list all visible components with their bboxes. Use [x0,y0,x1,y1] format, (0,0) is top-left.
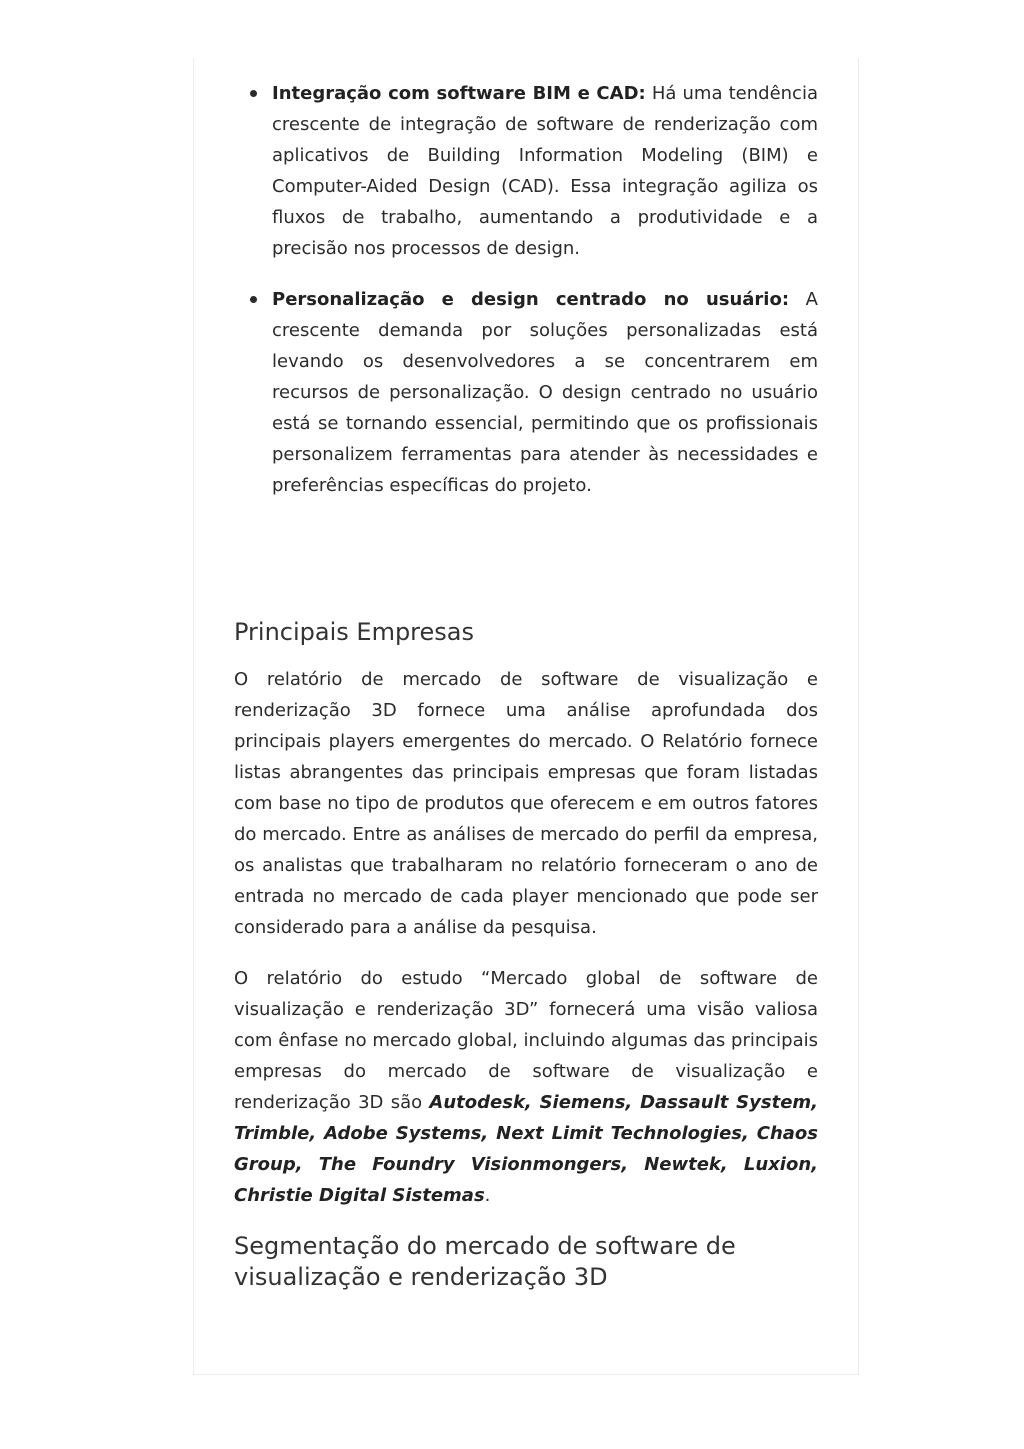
list-item-title: Integração com software BIM e CAD: [272,83,646,104]
empresas-paragraph-2-end: . [484,1185,491,1206]
list-item [272,78,818,264]
section-heading-segmentacao: Segmentação do mercado de software de visualização e renderização 3D [234,1232,736,1291]
article-content [234,78,818,1293]
bullet-icon [250,296,257,303]
empresas-paragraph-1: O relatório de mercado de software de visualização e renderização 3D fornece uma análise aprofundada dos principais players emergentes do mercado. O Relatório fornece listas abrangentes das principais empresas que foram listadas com base no tipo de produtos que oferecem e em outros fatores do mercado. Entre as análises de mercado do perfil da empresa, os analistas que trabalharam no relatório forneceram o ano de entrada no mercado de cada player mencionado que pode ser considerado para a análise da pesquisa. [234,669,818,938]
trend-list [234,78,818,501]
article-card [193,58,859,1375]
empresas-paragraph-2-intro: O relatório do estudo “Mercado global de software de visualização e renderização 3D” fornecerá uma visão valiosa com ênfase no mercado global, incluindo algumas das principais empresas do mercado de software de visualização e renderização 3D são [234,968,818,1113]
section-heading-principais-empresas: Principais Empresas [234,618,474,646]
list-item-title: Personalização e design centrado no usuário: [272,289,790,310]
list-item-text: Há uma tendência crescente de integração de software de renderização com aplicativos de Building Information Modeling (BIM) e Computer-Aided Design (CAD). Essa integração agiliza os fluxos de trabalho, aumentando a produtividade e a precisão nos processos de design. [272,83,818,259]
list-item [272,284,818,501]
bullet-icon [250,90,257,97]
list-item-text: A crescente demanda por soluções personalizadas está levando os desenvolvedores a se concentrarem em recursos de personalização. O design centrado no usuário está se tornando essencial, permitindo que os profissionais personalizem ferramentas para atender às necessidades e preferências específicas do projeto. [272,289,818,496]
companies-list: Autodesk, Siemens, Dassault System, Trimble, Adobe Systems, Next Limit Technologies, Chaos Group, The Foundry Visionmongers, Newtek, Luxion, Christie Digital Sistemas [234,1092,818,1206]
empresas-paragraph-2 [234,963,818,1211]
